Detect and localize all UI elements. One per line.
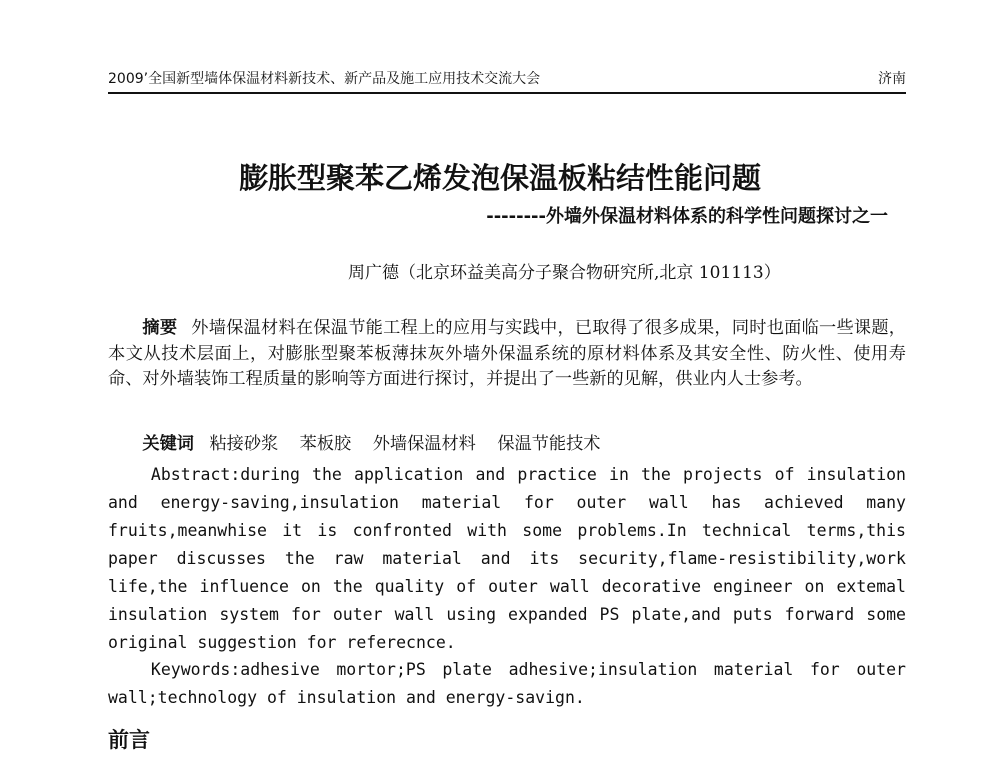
abstract-english-text: Abstract:during the application and practice in the projects of insulation and energy-saving,insulation material for outer wall has achieved many fruits,meanwhise it is confronted with some problems.In technical terms,this paper discusses the raw material and its security,flame-resistibility,work life,the influence on the quality of outer wall decorative engineer on extemal insulation system for outer wall using expanded PS plate,and puts forward some original suggestion for referecnce.	[108, 465, 906, 652]
running-header	[108, 68, 906, 94]
keyword-item: 苯板胶	[299, 434, 352, 454]
keywords-english-text: Keywords:adhesive mortor;PS plate adhesive;insulation material for outer wall;technology of insulation and energy-savign.	[108, 660, 906, 707]
conference-location: 济南	[878, 71, 906, 87]
keyword-item: 保温节能技术	[497, 434, 601, 454]
section-heading: 前言	[108, 727, 150, 752]
keywords-english	[108, 656, 906, 712]
abstract-english	[108, 461, 906, 657]
keywords-label: 关键词	[142, 434, 194, 454]
author-affiliation: 周广德（北京环益美高分子聚合物研究所,北京 101113）	[348, 263, 781, 283]
keywords-chinese	[108, 432, 906, 457]
abstract-label: 摘要	[142, 318, 178, 338]
keyword-item: 粘接砂浆	[209, 434, 279, 454]
paper-subtitle: --------外墙外保温材料体系的科学性问题探讨之一	[486, 206, 888, 227]
conference-name: 2009’全国新型墙体保温材料新技术、新产品及施工应用技术交流大会	[108, 71, 541, 87]
abstract-text: 外墙保温材料在保温节能工程上的应用与实践中，已取得了很多成果，同时也面临一些课题，本文从技术层面上，对膨胀型聚苯板薄抹灰外墙外保温系统的原材料体系及其安全性、防火性、使用寿命、对外墙装饰工程质量的影响等方面进行探讨，并提出了一些新的见解，供业内人士参考。	[108, 318, 906, 389]
keyword-item: 外墙保温材料	[372, 434, 476, 454]
paper-title: 膨胀型聚苯乙烯发泡保温板粘结性能问题	[238, 161, 761, 195]
abstract-chinese	[108, 316, 906, 393]
